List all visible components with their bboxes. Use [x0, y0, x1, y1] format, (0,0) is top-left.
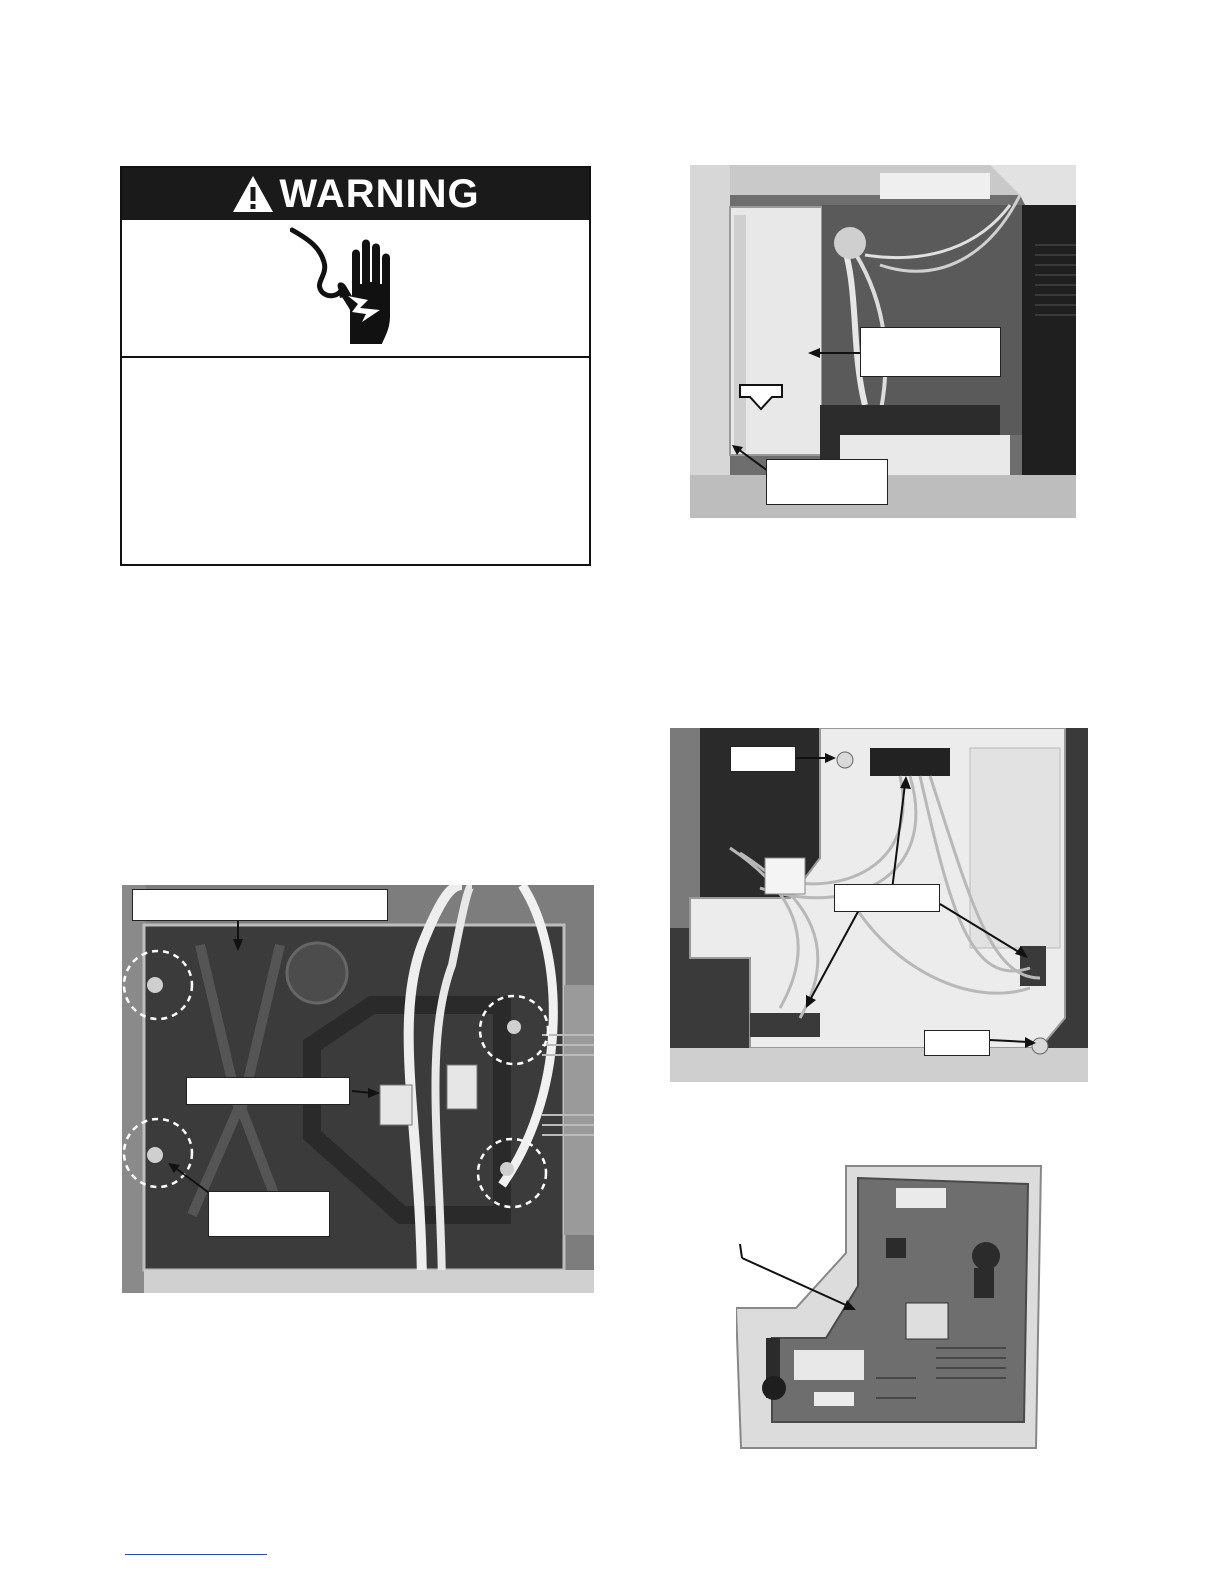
callout-label-screws	[208, 1191, 330, 1237]
photo-cover-panel	[122, 885, 594, 1293]
footer-link-underline	[125, 1554, 267, 1555]
photo-control-box-wiring	[670, 728, 1088, 1082]
callout-label-tab	[766, 459, 888, 505]
callout-label-control-box	[860, 327, 1001, 377]
callout-label-screw-bottom	[924, 1030, 990, 1056]
warning-icon-area	[122, 220, 589, 358]
warning-box	[120, 166, 591, 566]
callout-label-connectors	[834, 884, 940, 912]
callout-label-screw-top	[730, 746, 796, 772]
photo-illustration-board	[736, 1158, 1044, 1468]
warning-title: WARNING	[279, 171, 480, 216]
callout-label-panel	[132, 889, 388, 921]
photo-control-box-removal	[690, 165, 1076, 518]
callout-label-connector	[186, 1077, 350, 1105]
electrical-shock-hazard-icon	[290, 226, 420, 348]
warning-body	[122, 358, 589, 564]
warning-triangle-icon	[231, 174, 275, 214]
photo-control-board	[736, 1158, 1044, 1468]
warning-header	[122, 168, 589, 220]
